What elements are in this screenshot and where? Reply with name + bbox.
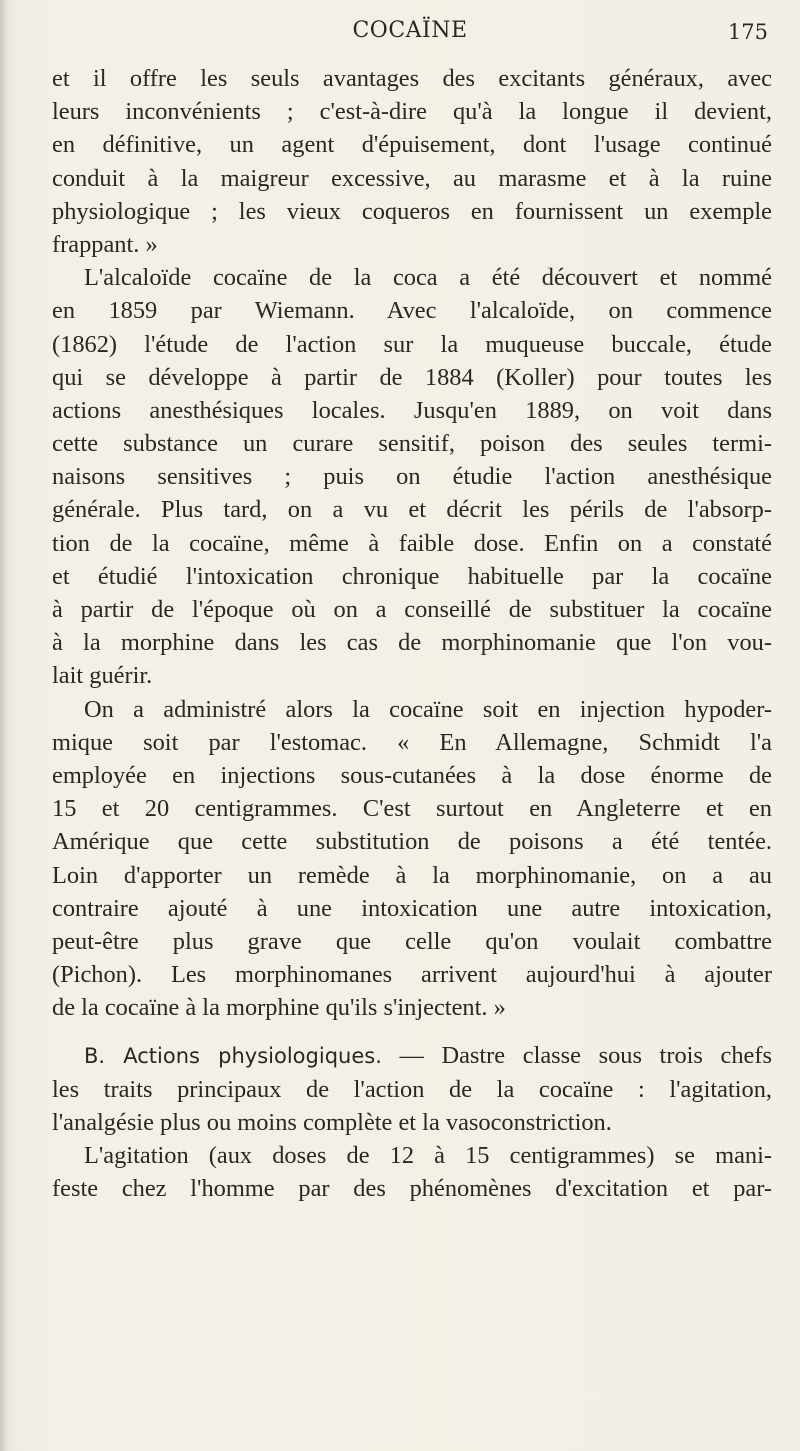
text-line: conduit à la maigreur excessive, au marasme et à la ruine: [52, 164, 772, 192]
text-line: physiologique ; les vieux coqueros en fournissent un exemple: [52, 197, 772, 225]
section-text: — Dastre classe sous trois chefs: [399, 1042, 772, 1070]
text-line: cette substance un curare sensitif, poison des seules termi-: [52, 430, 772, 458]
text-line: frappant. »: [52, 230, 158, 258]
text-line: naisons sensitives ; puis on étudie l'action anesthésique: [52, 463, 772, 491]
text-line: (1862) l'étude de l'action sur la muqueuse buccale, étude: [52, 330, 772, 358]
section-line: [52, 1039, 772, 1072]
text-line: peut-être plus grave que celle qu'on voulait combattre: [52, 927, 772, 955]
section-heading: B. Actions physiologiques.: [84, 1044, 382, 1069]
paragraph-4: [52, 1039, 772, 1139]
paragraph-2: [52, 261, 772, 692]
text-line: actions anesthésiques locales. Jusqu'en 1889, on voit dans: [52, 396, 772, 424]
text-line: tion de la cocaïne, même à faible dose. Enfin on a constaté: [52, 529, 772, 557]
text-line: 15 et 20 centigrammes. C'est surtout en Angleterre et en: [52, 795, 772, 823]
text-line: lait guérir.: [52, 662, 153, 690]
paragraph-3: [52, 693, 772, 1025]
page-number: 175: [727, 20, 768, 44]
text-line: leurs inconvénients ; c'est-à-dire qu'à la longue il devient,: [52, 98, 772, 126]
text-line: L'agitation (aux doses de 12 à 15 centigrammes) se mani-: [84, 1142, 772, 1169]
text-line: et il offre les seuls avantages des excitants généraux, avec: [52, 65, 772, 92]
page-gutter-shadow: [0, 0, 8, 1451]
text-line: de la cocaïne à la morphine qu'ils s'injectent. »: [52, 994, 506, 1022]
text-line: Loin d'apporter un remède à la morphinomanie, on a au: [52, 861, 772, 889]
text-line: On a administré alors la cocaïne soit en injection hypoder-: [84, 695, 772, 723]
text-line: qui se développe à partir de 1884 (Koller) pour toutes les: [52, 363, 772, 391]
paragraph-gap: [52, 1024, 772, 1039]
paragraph-1: [52, 62, 772, 261]
text-line: employée en injections sous-cutanées à la dose énorme de: [52, 761, 772, 789]
text-line: (Pichon). Les morphinomanes arrivent aujourd'hui à ajouter: [52, 961, 772, 989]
text-line: Amérique que cette substitution de poisons a été tentée.: [52, 828, 772, 856]
running-head: [52, 18, 768, 54]
running-title: COCAÏNE: [352, 18, 468, 43]
text-line: les traits principaux de l'action de la cocaïne : l'agitation,: [52, 1075, 772, 1103]
text-line: contraire ajouté à une intoxication une autre intoxication,: [52, 894, 772, 922]
body-text: [52, 62, 772, 1205]
text-line: à partir de l'époque où on a conseillé de substituer la cocaïne: [52, 596, 772, 623]
text-line: l'analgésie plus ou moins complète et la vasoconstriction.: [52, 1108, 612, 1136]
text-line: générale. Plus tard, on a vu et décrit les périls de l'absorp-: [52, 496, 772, 524]
text-line: mique soit par l'estomac. « En Allemagne, Schmidt l'a: [52, 728, 772, 756]
text-line: en 1859 par Wiemann. Avec l'alcaloïde, on commence: [52, 297, 772, 325]
text-line: en définitive, un agent d'épuisement, dont l'usage continué: [52, 131, 772, 159]
text-line: et étudié l'intoxication chronique habituelle par la cocaïne: [52, 562, 772, 590]
text-line: feste chez l'homme par des phénomènes d'excitation et par-: [52, 1175, 772, 1203]
text-line: à la morphine dans les cas de morphinomanie que l'on vou-: [52, 629, 772, 657]
text-line: L'alcaloïde cocaïne de la coca a été découvert et nommé: [84, 264, 772, 292]
paragraph-5: [52, 1139, 772, 1205]
